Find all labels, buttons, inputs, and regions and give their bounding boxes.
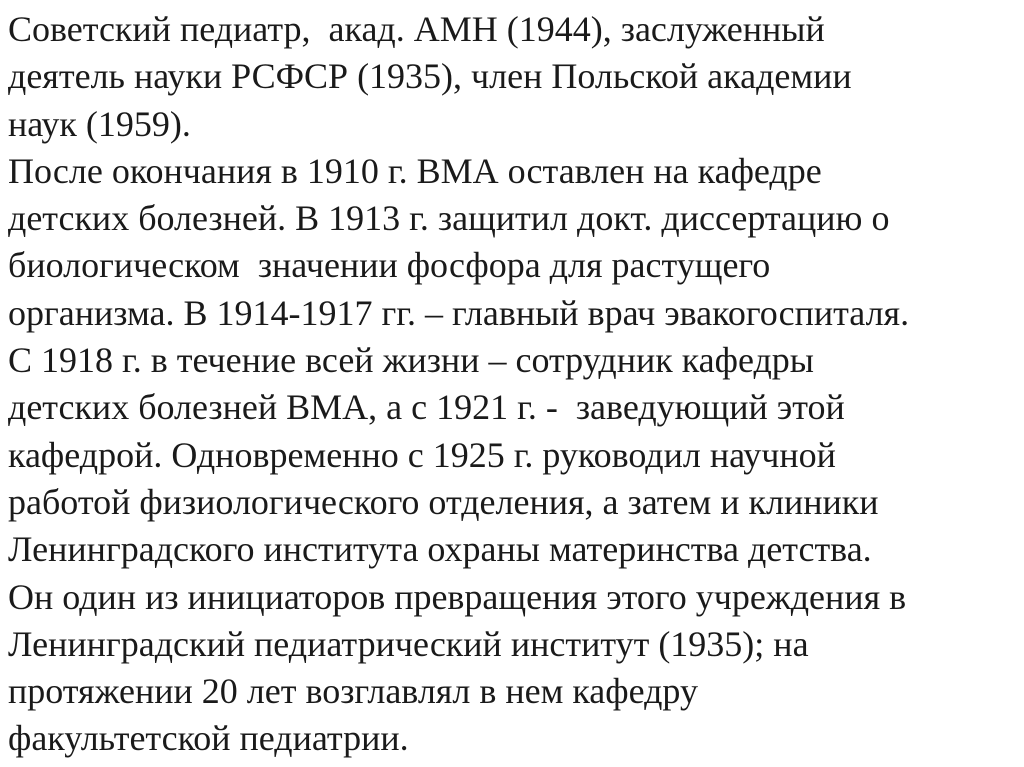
text-line: детских болезней ВМА, а с 1921 г. - заведующий этой — [8, 387, 845, 428]
text-line: организма. В 1914-1917 гг. – главный врач эвакогоспиталя. — [8, 292, 910, 333]
text-line: детских болезней. В 1913 г. защитил докт. диссертацию о — [8, 198, 890, 239]
text-line: С 1918 г. в течение всей жизни – сотрудник кафедры — [8, 340, 814, 381]
text-line: Советский педиатр, акад. АМН (1944), заслуженный — [8, 9, 825, 49]
text-line: факультетской педиатрии. — [8, 718, 409, 759]
text-line: деятель науки РСФСР (1935), член Польской академии — [8, 56, 852, 97]
text-line: После окончания в 1910 г. ВМА оставлен на кафедре — [8, 150, 822, 191]
text-line: биологическом значении фосфора для растущего — [8, 245, 771, 286]
text-line: работой физиологического отделения, а затем и клиники — [8, 481, 879, 522]
text-line: Ленинградского института охраны материнства детства. — [8, 529, 872, 570]
text-line: кафедрой. Одновременно с 1925 г. руководил научной — [8, 434, 836, 475]
text-line: протяжении 20 лет возглавлял в нем кафедру — [8, 671, 698, 712]
text-line: наук (1959). — [8, 103, 191, 144]
text-line: Ленинградский педиатрический институт (1935); на — [8, 623, 809, 664]
biography-text — [8, 6, 1018, 763]
text-line: Он один из инициаторов превращения этого учреждения в — [8, 576, 907, 617]
